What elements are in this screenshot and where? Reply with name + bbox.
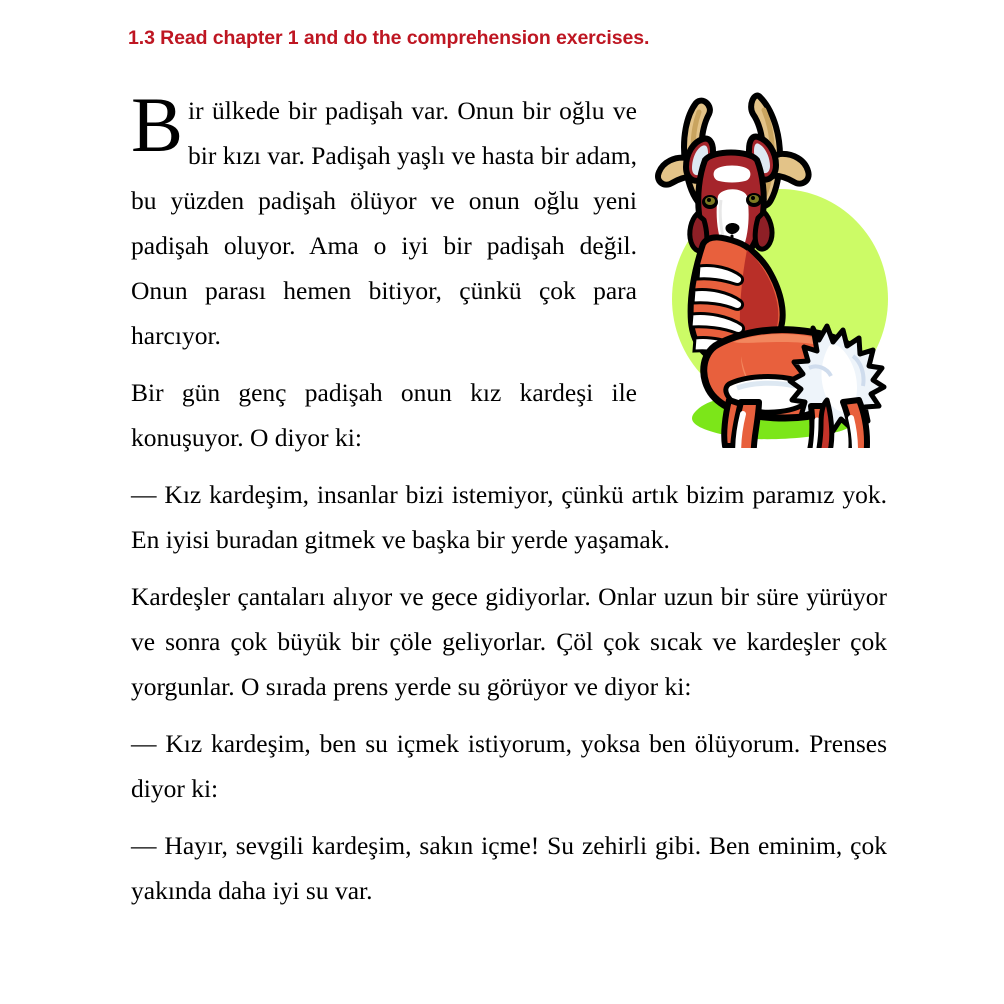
story-paragraph-3: — Kız kardeşim, insanlar bizi istemiyor, çünkü artık bizim paramız yok. En iyisi buradan gitmek ve başka bir yerde yaşamak.: [131, 480, 887, 554]
story-text-column: [131, 81, 887, 913]
section-heading: 1.3 Read chapter 1 and do the comprehension exercises.: [128, 27, 650, 49]
story-paragraph-2: Bir gün genç padişah onun kız kardeşi ile konuşuyor. O diyor ki:: [131, 378, 637, 452]
story-paragraph-5: — Kız kardeşim, ben su içmek istiyorum, yoksa ben ölüyorum. Prenses diyor ki:: [131, 729, 887, 803]
story-paragraph-6: — Hayır, sevgili kardeşim, sakın içme! Su zehirli gibi. Ben eminim, çok yakında daha iyi su var.: [131, 831, 887, 905]
story-paragraph-4: Kardeşler çantaları alıyor ve gece gidiyorlar. Onlar uzun bir süre yürüyor ve sonra çok büyük bir çöle geliyorlar. Çöl çok sıcak ve kardeşler çok yorgunlar. O sırada prens yerde su görüyor ve diyor ki:: [131, 582, 887, 701]
story-paragraph-1: Bir ülkede bir padişah var. Onun bir oğlu ve bir kızı var. Padişah yaşlı ve hasta bir adam, bu yüzden padişah ölüyor ve onun oğlu yeni padişah oluyor. Ama o iyi bir padişah değil. Onun parası hemen bitiyor, çünkü çok para harcıyor.: [131, 81, 637, 350]
